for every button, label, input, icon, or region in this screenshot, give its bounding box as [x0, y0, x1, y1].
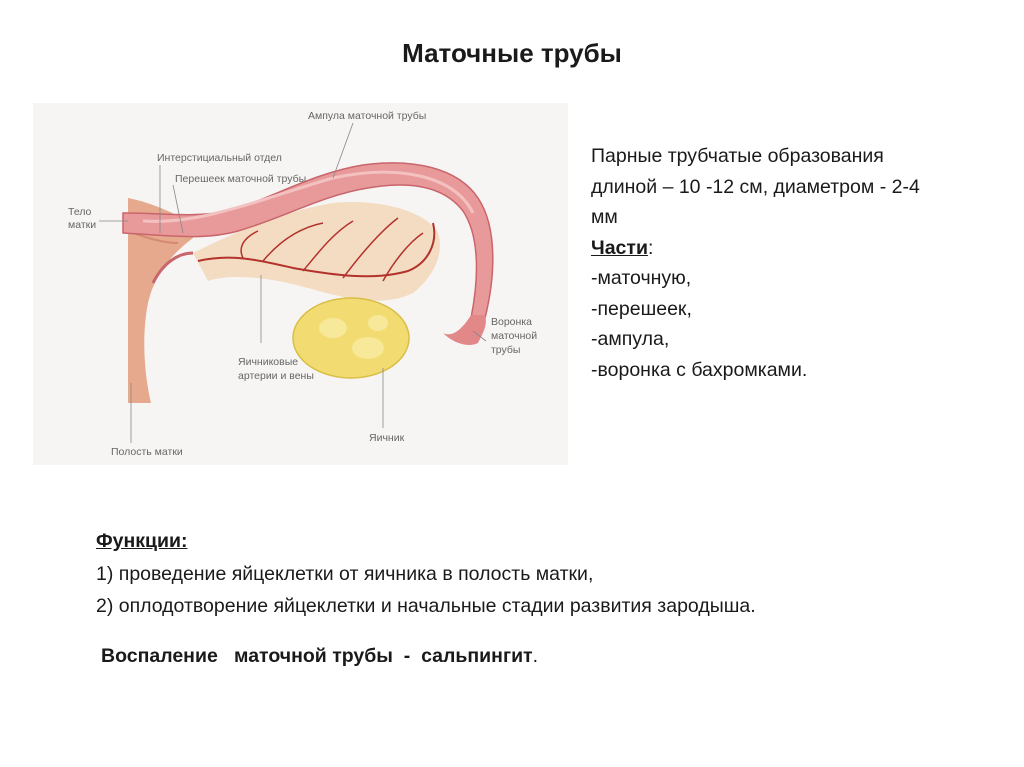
inflammation-note: [101, 645, 538, 668]
label-infundibulum-2: маточной: [491, 330, 538, 342]
description-block: [591, 141, 971, 385]
label-interstitial: Интерстициальный отдел: [157, 152, 282, 164]
part-item: -перешеек,: [591, 297, 692, 320]
label-uterus-body-1: Тело: [68, 206, 92, 218]
label-uterus-body-2: матки: [68, 219, 97, 231]
inflammation-period: .: [532, 645, 539, 667]
parts-heading: [591, 233, 971, 264]
part-item: -ампула,: [591, 328, 670, 350]
slide-title: Маточные трубы: [402, 38, 622, 68]
functions-block: [96, 525, 956, 623]
part-item: -маточную,: [591, 267, 692, 289]
label-infundibulum-3: трубы: [491, 344, 521, 356]
label-ovary: Яичник: [369, 432, 405, 444]
label-vessels-1: Яичниковые: [238, 356, 299, 368]
infundibulum: [443, 315, 486, 345]
parts-colon: :: [647, 236, 654, 259]
function-item: 1) проведение яйцеклетки от яичника в полость матки,: [96, 562, 594, 585]
parts-label: Части: [591, 236, 648, 259]
part-item: -воронка с бахромками.: [591, 358, 808, 381]
ovary: [293, 298, 409, 378]
function-item: 2) оплодотворение яйцеклетки и начальные стадии развития зародыша.: [96, 595, 756, 617]
functions-heading: Функции:: [96, 530, 188, 552]
label-vessels-2: артерии и вены: [238, 370, 314, 382]
label-ampulla: Ампула маточной трубы: [308, 110, 427, 122]
label-isthmus: Перешеек маточной трубы: [175, 173, 307, 185]
label-infundibulum-1: Воронка: [491, 316, 532, 328]
desc-line-1: Парные трубчатые образования: [591, 145, 884, 167]
desc-line-2: длиной – 10 -12 см, диаметром - 2-4: [591, 175, 920, 198]
desc-line-3: мм: [591, 206, 618, 228]
inflammation-term: Воспаление маточной трубы - сальпингит: [101, 645, 533, 667]
label-uterine-cavity: Полость матки: [111, 446, 183, 458]
fallopian-tube-illustration: [33, 103, 568, 465]
